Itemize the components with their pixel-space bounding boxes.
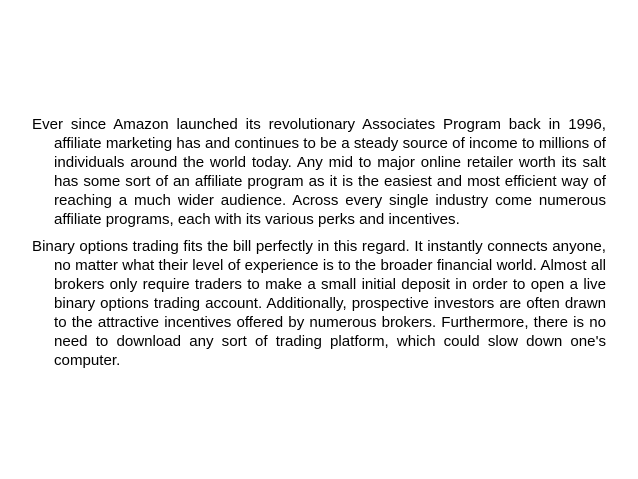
paragraph-affiliate-marketing: Ever since Amazon launched its revolutionary Associates Program back in 1996, affiliate marketing has and continues to be a steady source of income to millions of individuals around the world today. Any mid to major online retailer worth its salt has some sort of an affiliate program as it is the easiest and most efficient way of reaching a much wider audience. Across every single industry come numerous affiliate programs, each with its various perks and incentives. — [32, 116, 606, 229]
paragraph-binary-options: Binary options trading fits the bill perfectly in this regard. It instantly connects anyone, no matter what their level of experience is to the broader financial world. Almost all brokers only require traders to make a small initial deposit in order to open a live binary options trading account. Additionally, prospective investors are often drawn to the attractive incentives offered by numerous brokers. Furthermore, there is no need to download any sort of trading platform, which could slow down one's computer. — [32, 237, 606, 370]
slide-body — [32, 115, 606, 377]
